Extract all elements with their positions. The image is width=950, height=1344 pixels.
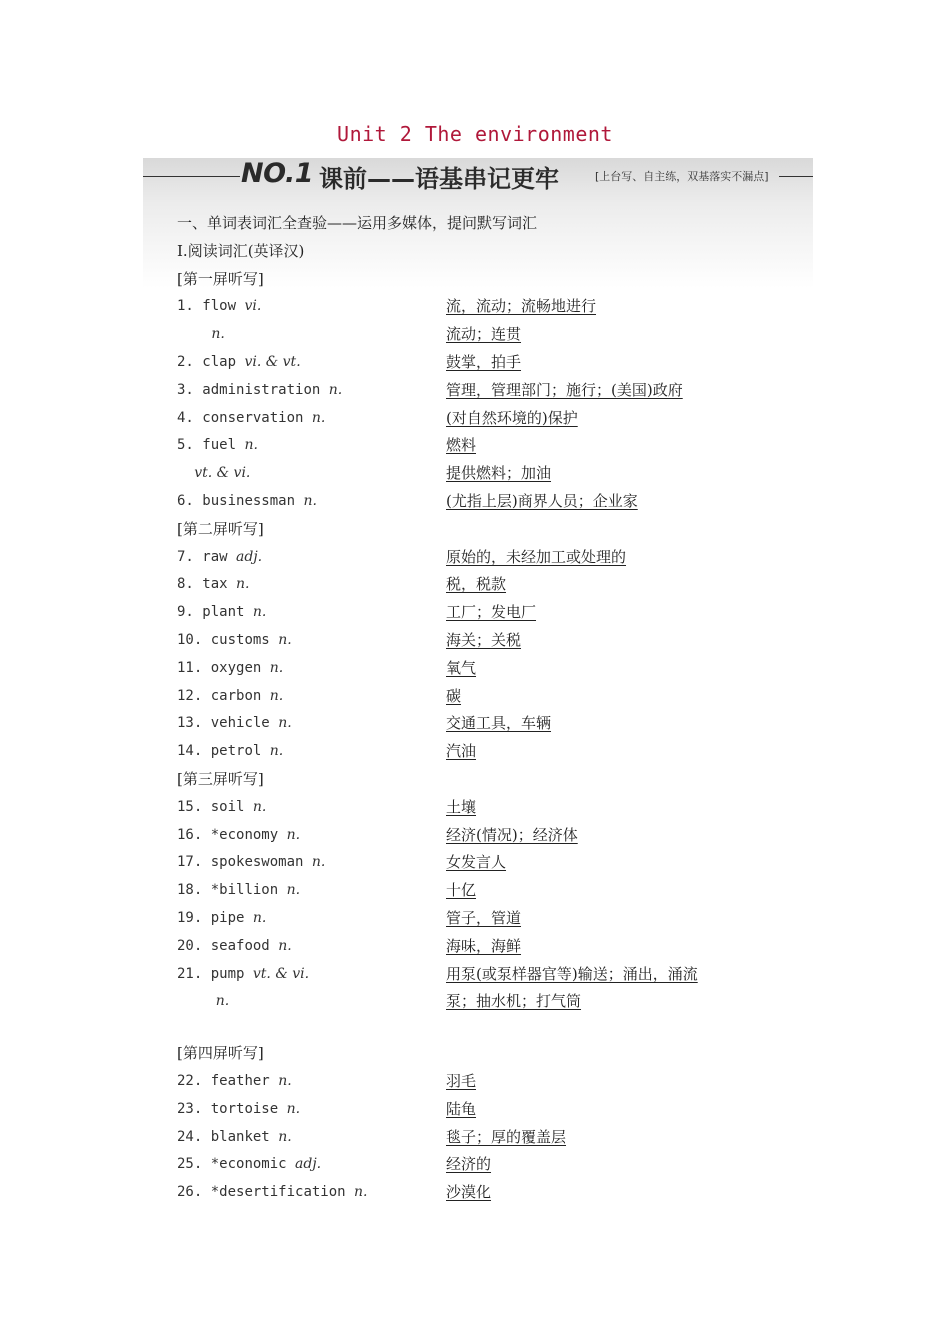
group-spacer <box>177 1016 817 1040</box>
vocab-row <box>177 349 817 377</box>
vocab-word: customs <box>210 631 270 648</box>
vocab-row <box>177 905 817 933</box>
vocab-number: 1. <box>177 298 194 315</box>
vocab-part-of-speech: n. <box>211 326 225 343</box>
vocab-term <box>177 544 262 572</box>
vocab-word: plant <box>202 604 245 621</box>
vocab-word: seafood <box>210 937 270 954</box>
vocab-row <box>177 460 817 488</box>
vocab-term <box>177 321 225 349</box>
vocab-meaning: (尤指上层)商界人员；企业家 <box>446 491 638 510</box>
vocab-meaning: 泵；抽水机；打气筒 <box>446 992 582 1011</box>
vocab-row <box>177 571 817 599</box>
vocab-term <box>177 349 301 377</box>
vocab-row <box>177 432 817 460</box>
vocab-part-of-speech: n. <box>269 659 284 676</box>
vocab-number: 24. <box>177 1128 203 1145</box>
vocab-part-of-speech: n. <box>311 854 326 871</box>
vocab-number: 15. <box>177 798 203 815</box>
vocab-term <box>177 1124 292 1152</box>
vocab-part-of-speech: n. <box>252 909 267 926</box>
vocab-meaning: 经济(情况)；经济体 <box>446 825 578 844</box>
vocab-row <box>177 877 817 905</box>
vocab-part-of-speech: adj. <box>295 1156 322 1173</box>
group-label: [第三屏听写] <box>177 769 264 788</box>
vocab-part-of-speech: n. <box>286 826 301 843</box>
vocab-meaning: 碳 <box>446 686 462 705</box>
vocab-part-of-speech: vi. <box>244 298 262 315</box>
vocab-term <box>177 1151 321 1179</box>
vocab-number: 7. <box>177 548 194 565</box>
vocab-row <box>177 293 817 321</box>
vocab-meaning: 提供燃料；加油 <box>446 464 552 483</box>
vocab-number: 26. <box>177 1184 203 1201</box>
vocab-meaning: 管子，管道 <box>446 908 522 927</box>
vocab-number: 18. <box>177 882 203 899</box>
vocab-meaning: 海味，海鲜 <box>446 936 522 955</box>
vocab-word: tax <box>202 576 228 593</box>
group-label: [第二屏听写] <box>177 519 264 538</box>
vocab-word: pipe <box>210 909 245 926</box>
vocab-meaning: 用泵(或泵样器官等)输送；涌出，涌流 <box>446 964 698 983</box>
vocab-row <box>177 849 817 877</box>
vocab-number: 14. <box>177 743 203 760</box>
vocab-word: *economic <box>210 1156 287 1173</box>
vocab-row <box>177 488 817 516</box>
vocab-number: 25. <box>177 1156 203 1173</box>
vocab-term <box>177 377 342 405</box>
vocab-term <box>177 488 317 516</box>
vocab-term <box>177 961 309 989</box>
vocab-number: 11. <box>177 659 203 676</box>
vocab-word: oxygen <box>210 659 262 676</box>
vocab-row <box>177 961 817 989</box>
vocab-part-of-speech: n. <box>278 937 292 954</box>
vocab-number: 8. <box>177 576 194 593</box>
vocab-word: administration <box>202 381 321 398</box>
vocab-row <box>177 627 817 655</box>
vocab-part-of-speech: n. <box>269 743 284 760</box>
vocab-meaning: 女发言人 <box>446 853 507 872</box>
vocab-term <box>177 571 250 599</box>
group-label: [第一屏听写] <box>177 269 264 288</box>
vocab-row <box>177 710 817 738</box>
vocab-number: 17. <box>177 854 203 871</box>
vocab-number: 3. <box>177 381 194 398</box>
vocab-part-of-speech: n. <box>303 492 317 509</box>
vocab-row <box>177 1096 817 1124</box>
vocab-part-of-speech: n. <box>278 715 292 732</box>
vocab-term <box>177 293 261 321</box>
vocab-row <box>177 933 817 961</box>
vocab-word: soil <box>210 798 245 815</box>
vocab-row <box>177 377 817 405</box>
vocab-row <box>177 738 817 766</box>
vocab-number: 2. <box>177 353 194 370</box>
vocab-row <box>177 1151 817 1179</box>
vocab-number: 5. <box>177 437 194 454</box>
vocab-word: fuel <box>202 437 237 454</box>
vocab-number: 6. <box>177 492 194 509</box>
vocab-part-of-speech: n. <box>278 1072 292 1089</box>
vocab-term <box>177 988 229 1016</box>
vocab-term <box>177 627 292 655</box>
vocab-row <box>177 1124 817 1152</box>
vocab-meaning: 管理，管理部门；施行；(美国)政府 <box>446 380 683 399</box>
vocab-word: vehicle <box>210 715 270 732</box>
vocab-meaning: 经济的 <box>446 1155 492 1174</box>
vocab-meaning: 燃料 <box>446 436 477 455</box>
vocab-part-of-speech: n. <box>354 1184 368 1201</box>
vocab-word: pump <box>210 965 245 982</box>
vocab-part-of-speech: n. <box>278 631 292 648</box>
vocab-part-of-speech: n. <box>269 687 284 704</box>
vocab-word: tortoise <box>210 1100 279 1117</box>
vocab-number: 16. <box>177 826 203 843</box>
vocab-term <box>177 405 325 433</box>
vocab-part-of-speech: n. <box>215 993 230 1010</box>
vocab-meaning: 流，流动；流畅地进行 <box>446 297 597 316</box>
vocab-term <box>177 794 266 822</box>
banner-rule-right <box>779 176 813 177</box>
vocab-number: 9. <box>177 604 194 621</box>
vocab-word: petrol <box>210 743 262 760</box>
vocab-meaning: 毯子；厚的覆盖层 <box>446 1127 567 1146</box>
banner-heading: 课前——语基串记更牢 <box>319 165 559 193</box>
vocab-part-of-speech: n. <box>244 437 258 454</box>
banner-number: NO.1 <box>241 158 313 189</box>
vocab-word: feather <box>210 1072 270 1089</box>
vocab-term <box>177 655 283 683</box>
vocab-number: 4. <box>177 409 194 426</box>
section-heading: 一、单词表词汇全查验——运用多媒体，提问默写词汇 <box>177 214 538 232</box>
vocab-term <box>177 432 258 460</box>
vocab-term <box>177 599 266 627</box>
vocab-part-of-speech: adj. <box>236 548 263 565</box>
vocab-meaning: 海关；关税 <box>446 630 522 649</box>
vocab-part-of-speech: n. <box>236 576 250 593</box>
vocab-meaning: 税，税款 <box>446 575 507 594</box>
vocab-row <box>177 1179 817 1207</box>
vocab-row <box>177 321 817 349</box>
vocab-term <box>177 1096 300 1124</box>
vocab-meaning: 羽毛 <box>446 1071 477 1090</box>
vocab-part-of-speech: n. <box>252 798 267 815</box>
vocab-term <box>177 1068 292 1096</box>
vocab-word: flow <box>202 298 237 315</box>
vocab-number: 21. <box>177 965 203 982</box>
vocab-row <box>177 599 817 627</box>
vocab-row <box>177 988 817 1016</box>
vocab-word: carbon <box>210 687 262 704</box>
vocab-meaning: 沙漠化 <box>446 1183 492 1202</box>
vocab-term <box>177 460 250 488</box>
vocab-word: *economy <box>210 826 279 843</box>
vocab-word: *billion <box>210 882 279 899</box>
vocab-meaning: 土壤 <box>446 797 477 816</box>
vocab-row <box>177 544 817 572</box>
vocab-part-of-speech: n. <box>286 1100 301 1117</box>
vocabulary-content <box>177 210 817 1207</box>
vocab-term <box>177 710 292 738</box>
vocab-number: 12. <box>177 687 203 704</box>
vocab-row <box>177 405 817 433</box>
vocabulary-groups <box>177 266 817 1207</box>
vocab-row <box>177 794 817 822</box>
vocab-term <box>177 738 283 766</box>
vocab-meaning: 原始的，未经加工或处理的 <box>446 547 627 566</box>
vocab-meaning: 工厂；发电厂 <box>446 603 537 622</box>
vocab-term <box>177 849 325 877</box>
vocab-term <box>177 933 292 961</box>
vocab-number: 10. <box>177 631 203 648</box>
vocab-part-of-speech: n. <box>311 409 326 426</box>
vocab-number: 23. <box>177 1100 203 1117</box>
section-subheading: Ⅰ.阅读词汇(英译汉) <box>177 241 305 260</box>
vocab-word: *desertification <box>210 1184 346 1201</box>
vocab-meaning: (对自然环境的)保护 <box>446 408 578 427</box>
vocab-word: conservation <box>202 409 304 426</box>
banner-subtitle: [上台写、自主练，双基落实不漏点] <box>595 170 769 183</box>
vocab-term <box>177 822 300 850</box>
vocab-term <box>177 1179 368 1207</box>
vocab-number: 19. <box>177 909 203 926</box>
vocab-meaning: 十亿 <box>446 881 477 900</box>
vocab-term <box>177 683 283 711</box>
vocab-part-of-speech: n. <box>252 604 267 621</box>
vocab-part-of-speech: n. <box>328 381 343 398</box>
vocab-meaning: 陆龟 <box>446 1099 477 1118</box>
vocab-row <box>177 1068 817 1096</box>
banner-rule-left <box>143 176 240 177</box>
page-title: Unit 2 The environment <box>337 122 613 146</box>
vocab-number: 20. <box>177 937 203 954</box>
vocab-number: 13. <box>177 715 203 732</box>
vocab-word: spokeswoman <box>210 854 304 871</box>
vocab-word: clap <box>202 353 237 370</box>
vocab-row <box>177 822 817 850</box>
vocab-meaning: 汽油 <box>446 742 477 761</box>
vocab-part-of-speech: vt. & vi. <box>252 965 310 982</box>
vocab-term <box>177 877 300 905</box>
vocab-part-of-speech: vi. & vt. <box>244 353 301 370</box>
vocab-part-of-speech: n. <box>278 1128 292 1145</box>
vocab-row <box>177 683 817 711</box>
vocab-meaning: 鼓掌，拍手 <box>446 352 522 371</box>
vocab-word: businessman <box>202 492 296 509</box>
group-label: [第四屏听写] <box>177 1044 264 1063</box>
vocab-part-of-speech: vt. & vi. <box>194 465 251 482</box>
vocab-meaning: 流动；连贯 <box>446 325 522 344</box>
vocab-number: 22. <box>177 1072 203 1089</box>
vocab-word: raw <box>202 548 228 565</box>
vocab-part-of-speech: n. <box>286 882 301 899</box>
vocab-row <box>177 655 817 683</box>
vocab-word: blanket <box>210 1128 270 1145</box>
vocab-term <box>177 905 266 933</box>
vocab-meaning: 氧气 <box>446 658 477 677</box>
vocab-meaning: 交通工具，车辆 <box>446 714 552 733</box>
